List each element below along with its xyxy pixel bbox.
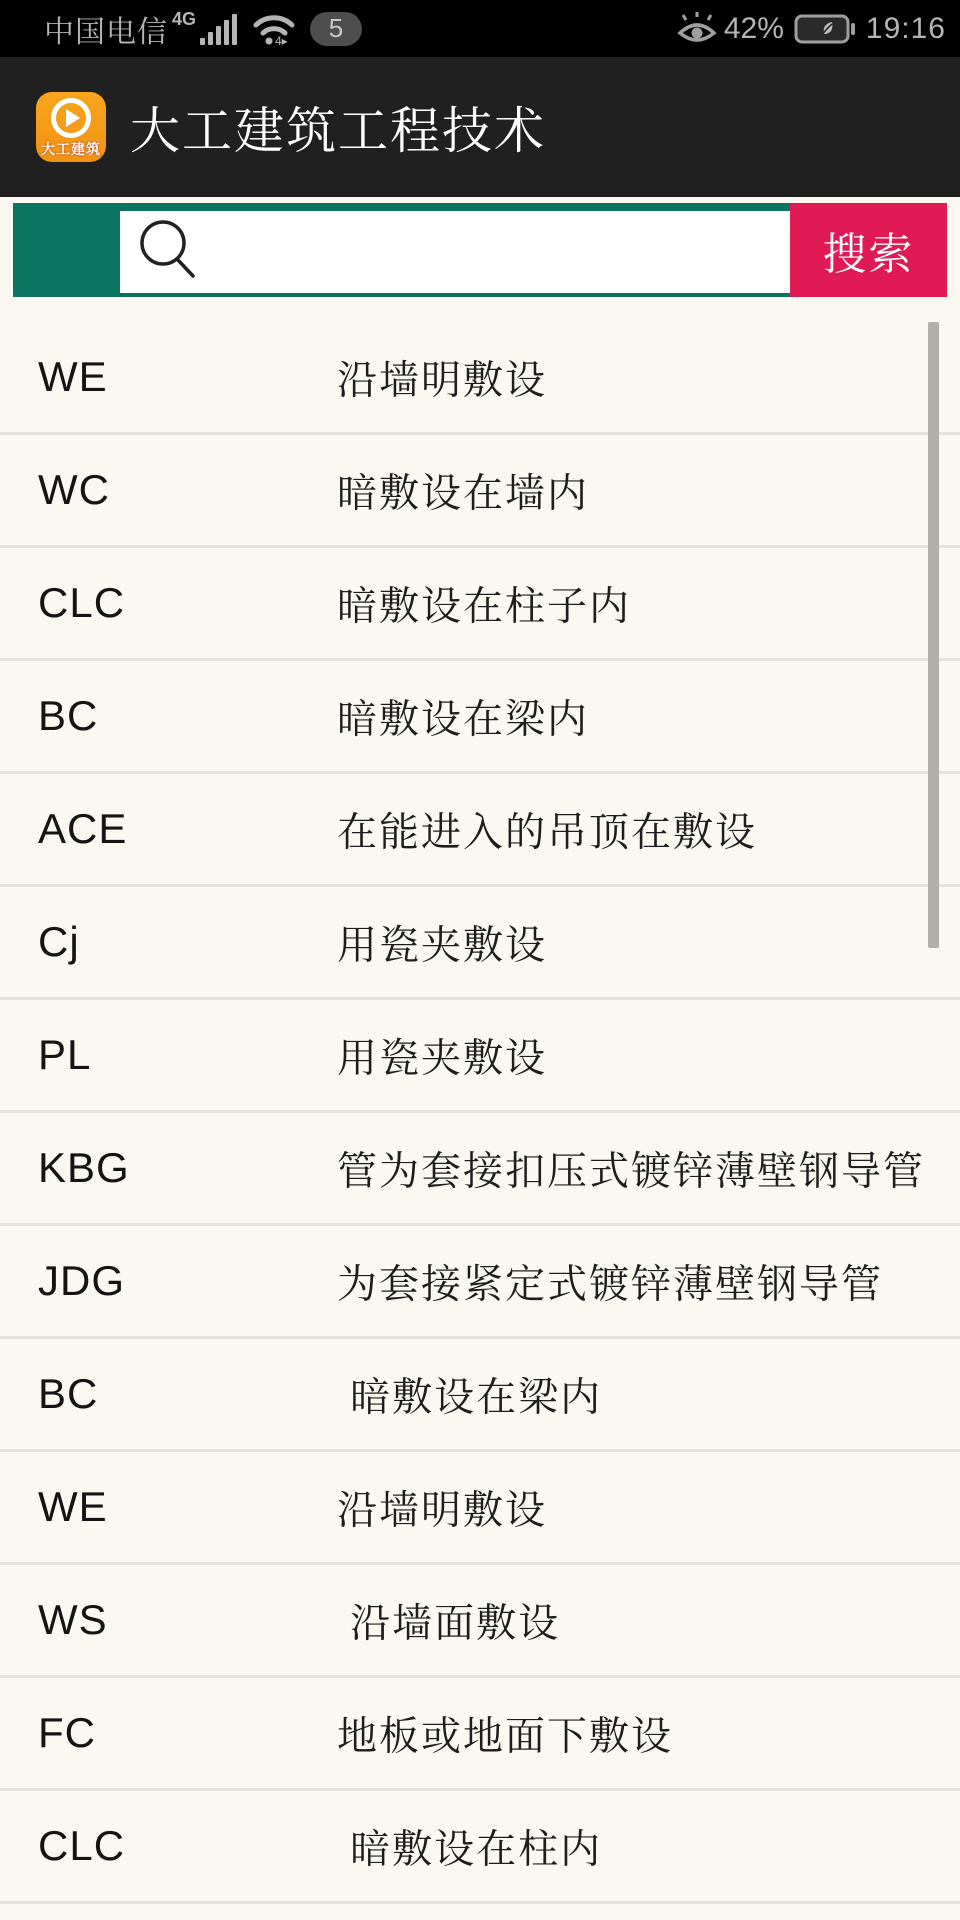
- item-code: CLC: [38, 579, 126, 626]
- list-item[interactable]: [0, 774, 960, 887]
- list-item[interactable]: [0, 1565, 960, 1678]
- list-item[interactable]: [0, 322, 960, 435]
- carrier-label: 中国电信: [44, 15, 168, 49]
- network-type-badge: 4G: [172, 8, 197, 29]
- search-button[interactable]: 搜索: [790, 203, 947, 297]
- notification-count-badge: 5: [310, 12, 362, 46]
- app-header: [0, 57, 960, 197]
- item-code: ACE: [38, 805, 128, 852]
- list-item[interactable]: [0, 435, 960, 548]
- list-item[interactable]: [0, 1678, 960, 1791]
- list-item[interactable]: [0, 548, 960, 661]
- symbol-list: [0, 322, 960, 1904]
- item-description: 暗敷设在墙内: [337, 471, 589, 516]
- item-code: CLC: [38, 1822, 126, 1869]
- item-description: 用瓷夹敷设: [337, 923, 547, 968]
- item-description: 为套接紧定式镀锌薄壁钢导管: [337, 1262, 883, 1307]
- signal-strength-icon: [200, 13, 240, 45]
- app-logo-label: 大工建筑: [41, 141, 101, 157]
- item-code: PL: [38, 1031, 92, 1078]
- list-item[interactable]: [0, 1452, 960, 1565]
- status-bar: [0, 0, 960, 57]
- scrollbar[interactable]: [928, 322, 939, 948]
- item-description: 沿墙明敷设: [337, 1488, 547, 1533]
- item-description: 地板或地面下敷设: [337, 1714, 673, 1759]
- item-code: WE: [38, 1483, 108, 1530]
- item-description: 沿墙明敷设: [337, 358, 547, 403]
- battery-percent-label: 42%: [723, 11, 784, 45]
- item-code: BC: [38, 692, 99, 739]
- item-code: FC: [38, 1709, 96, 1756]
- item-code: WS: [38, 1596, 108, 1643]
- item-code: BC: [38, 1370, 99, 1417]
- search-box-container: [13, 203, 790, 297]
- app-logo-icon: [36, 92, 106, 162]
- list-item[interactable]: [0, 1113, 960, 1226]
- item-code: KBG: [38, 1144, 130, 1191]
- item-description: 暗敷设在柱子内: [337, 584, 631, 629]
- item-description: 暗敷设在柱内: [337, 1827, 603, 1872]
- item-description: 管为套接扣压式镀锌薄壁钢导管: [337, 1149, 925, 1194]
- eye-comfort-icon: [676, 11, 718, 47]
- search-input[interactable]: [120, 211, 790, 293]
- clock-label: 19:16: [865, 11, 946, 45]
- search-bar: [13, 203, 947, 297]
- list-item[interactable]: [0, 1000, 960, 1113]
- list-item[interactable]: [0, 887, 960, 1000]
- wifi-icon: [252, 11, 296, 47]
- item-code: WC: [38, 466, 110, 513]
- item-description: 沿墙面敷设: [337, 1601, 561, 1646]
- page-title: 大工建筑工程技术: [130, 103, 546, 159]
- item-code: WE: [38, 353, 108, 400]
- item-code: JDG: [38, 1257, 125, 1304]
- list-item[interactable]: [0, 661, 960, 774]
- item-code: Cj: [38, 918, 80, 965]
- play-icon: [66, 109, 80, 127]
- item-description: 用瓷夹敷设: [337, 1036, 547, 1081]
- list-item[interactable]: [0, 1791, 960, 1904]
- list-item[interactable]: [0, 1339, 960, 1452]
- svg-text:4▸: 4▸: [275, 33, 288, 47]
- list-item[interactable]: [0, 1226, 960, 1339]
- item-description: 暗敷设在梁内: [337, 1375, 603, 1420]
- item-description: 暗敷设在梁内: [337, 697, 589, 742]
- item-description: 在能进入的吊顶在敷设: [337, 810, 757, 855]
- battery-icon: [794, 12, 856, 46]
